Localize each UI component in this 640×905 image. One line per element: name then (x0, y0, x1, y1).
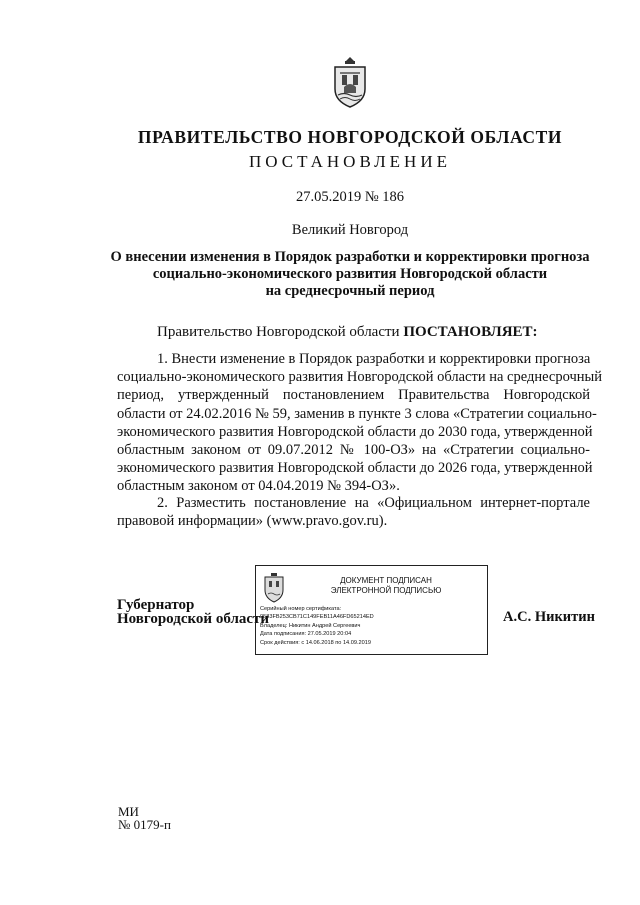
paragraph-2 (117, 494, 590, 530)
stamp-title-line: ЭЛЕКТРОННОЙ ПОДПИСЬЮ (330, 586, 442, 595)
stamp-detail-line: Серийный номер сертификата: (260, 606, 342, 612)
paragraph-line: области от 24.02.2016 № 59, заменив в пункте 3 слова «Стратегии социально- (117, 405, 597, 422)
stamp-coat-of-arms-icon (263, 572, 285, 604)
paragraph-line: областным законом от 09.07.2012 № 100-ОЗ» на «Стратегии социально- (117, 442, 590, 459)
subject-line: на среднесрочный период (265, 283, 435, 299)
electronic-signature-stamp (255, 565, 488, 655)
subject-line: социально-экономического развития Новгородской области (152, 266, 548, 282)
stamp-detail-line: Срок действия: с 14.06.2018 по 14.09.2019 (260, 639, 371, 646)
paragraph-line: экономического развития Новгородской области до 2030 года, утвержденной (117, 423, 593, 440)
paragraph-line: 2. Разместить постановление на «Официальном интернет-портале (157, 495, 590, 511)
paragraph-line: социально-экономического развития Новгородской области на среднесрочный (117, 369, 602, 386)
signatory-role (117, 598, 269, 626)
document-subject (100, 249, 600, 300)
coat-of-arms-icon (331, 55, 369, 109)
decree-keyword: ПОСТАНОВЛЯЕТ: (403, 324, 538, 340)
stamp-detail-line: Владелец: Никитин Андрей Сергеевич (260, 622, 361, 629)
stamp-details (260, 605, 374, 647)
stamp-detail-line: 0583FB253CB71C149FEB11A46FD65214ED (260, 614, 374, 621)
document-city: Великий Новгород (291, 222, 409, 238)
signatory-role-line: Губернатор (117, 597, 195, 613)
organization-title: ПРАВИТЕЛЬСТВО НОВГОРОДСКОЙ ОБЛАСТИ (137, 127, 563, 147)
signatory-role-line: Новгородской области (117, 611, 270, 627)
registry-mark (118, 805, 171, 831)
stamp-title-line: ДОКУМЕНТ ПОДПИСАН (340, 576, 432, 585)
paragraph-line: экономического развития Новгородской области до 2026 года, утвержденной (117, 460, 593, 477)
paragraph-1 (117, 350, 602, 496)
paragraph-line: период, утвержденный постановлением Правительства Новгородской (117, 387, 590, 404)
stamp-detail-line: Дата подписания: 27.05.2019 20:04 (260, 631, 352, 638)
document-type: ПОСТАНОВЛЕНИЕ (248, 152, 451, 171)
registry-initials: МИ (118, 804, 139, 819)
decree-intro (157, 324, 538, 341)
stamp-title (296, 576, 476, 596)
registry-number: № 0179-п (118, 817, 171, 832)
document-date-number: 27.05.2019 № 186 (295, 189, 405, 205)
paragraph-line: областным законом от 04.04.2019 № 394-ОЗ». (117, 478, 400, 495)
paragraph-line: правовой информации» (www.pravo.gov.ru). (117, 513, 388, 530)
subject-line: О внесении изменения в Порядок разработки и корректировки прогноза (110, 249, 590, 265)
signatory-name: А.С. Никитин (503, 609, 595, 625)
decree-intro-text: Правительство Новгородской области (157, 324, 404, 340)
paragraph-line: 1. Внести изменение в Порядок разработки и корректировки прогноза (157, 351, 591, 367)
